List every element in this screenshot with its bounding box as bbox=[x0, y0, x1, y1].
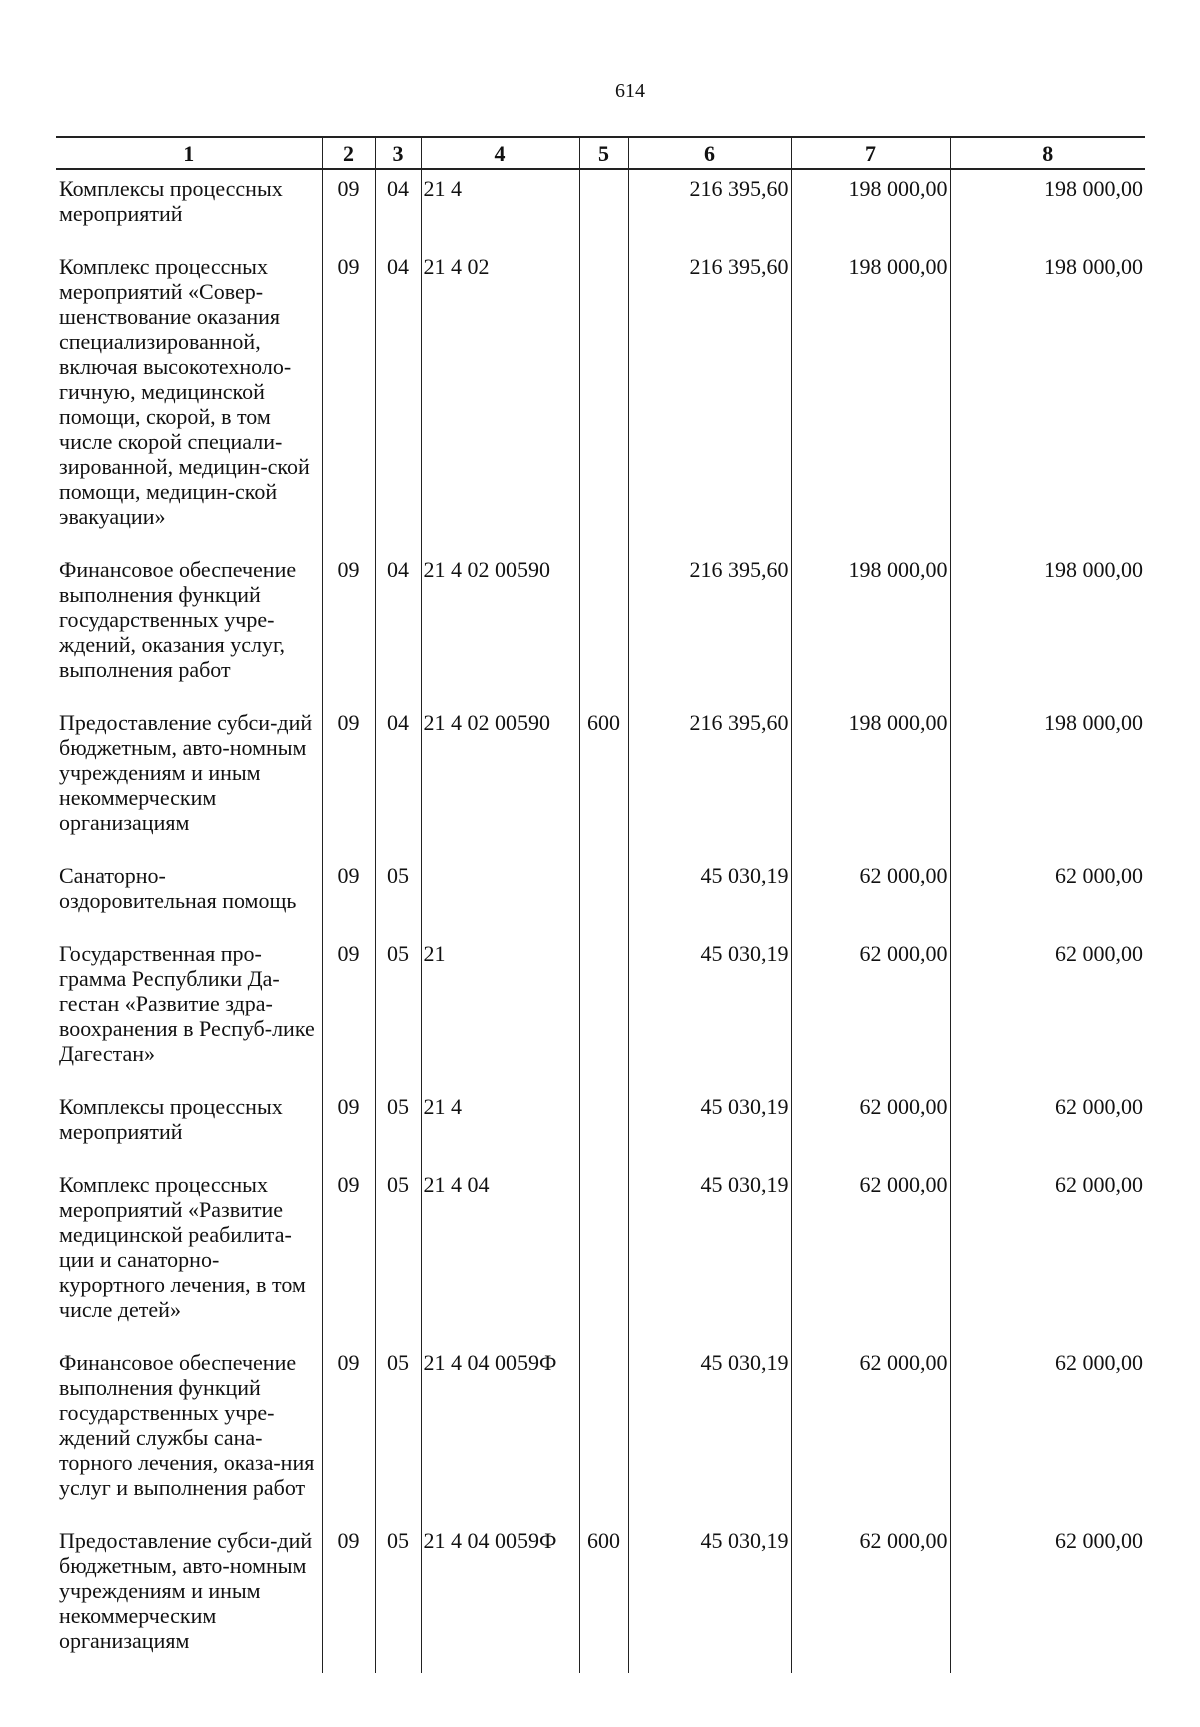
amount-col-7: 62 000,00 bbox=[791, 933, 950, 1086]
table-header bbox=[56, 137, 1145, 169]
header-col-8: 8 bbox=[950, 137, 1145, 169]
section-code: 09 bbox=[322, 246, 375, 549]
target-article-code: 21 4 02 bbox=[421, 246, 579, 549]
amount-col-6: 216 395,60 bbox=[628, 246, 791, 549]
amount-col-8: 198 000,00 bbox=[950, 246, 1145, 549]
row-name: Комплекс процессных мероприятий «Развитие медицинской реабилита-ции и санаторно-курортного лечения, в том числе детей» bbox=[56, 1164, 322, 1342]
amount-col-8: 198 000,00 bbox=[950, 549, 1145, 702]
amount-col-8: 62 000,00 bbox=[950, 933, 1145, 1086]
amount-col-6: 45 030,19 bbox=[628, 855, 791, 933]
expense-type-code bbox=[579, 1086, 628, 1164]
section-code: 09 bbox=[322, 933, 375, 1086]
section-code: 09 bbox=[322, 1520, 375, 1673]
target-article-code bbox=[421, 855, 579, 933]
amount-col-8: 198 000,00 bbox=[950, 702, 1145, 855]
table-row bbox=[56, 933, 1145, 1086]
table-row bbox=[56, 1520, 1145, 1673]
amount-col-7: 62 000,00 bbox=[791, 855, 950, 933]
target-article-code: 21 4 04 0059Ф bbox=[421, 1520, 579, 1673]
target-article-code: 21 4 02 00590 bbox=[421, 702, 579, 855]
target-article-code: 21 4 bbox=[421, 169, 579, 246]
expense-type-code bbox=[579, 855, 628, 933]
target-article-code: 21 4 02 00590 bbox=[421, 549, 579, 702]
amount-col-6: 216 395,60 bbox=[628, 549, 791, 702]
header-col-5: 5 bbox=[579, 137, 628, 169]
amount-col-7: 62 000,00 bbox=[791, 1342, 950, 1520]
row-name: Предоставление субси-дий бюджетным, авто-номным учреждениям и иным некоммерческим организациям bbox=[56, 702, 322, 855]
amount-col-6: 216 395,60 bbox=[628, 702, 791, 855]
amount-col-7: 62 000,00 bbox=[791, 1520, 950, 1673]
header-col-7: 7 bbox=[791, 137, 950, 169]
section-code: 09 bbox=[322, 1086, 375, 1164]
section-code: 09 bbox=[322, 169, 375, 246]
subsection-code: 04 bbox=[375, 169, 421, 246]
subsection-code: 04 bbox=[375, 549, 421, 702]
section-code: 09 bbox=[322, 1342, 375, 1520]
row-name: Государственная про-грамма Республики Да-гестан «Развитие здра-воохранения в Респуб-лике Дагестан» bbox=[56, 933, 322, 1086]
section-code: 09 bbox=[322, 702, 375, 855]
amount-col-6: 216 395,60 bbox=[628, 169, 791, 246]
row-name: Комплексы процессных мероприятий bbox=[56, 169, 322, 246]
header-col-6: 6 bbox=[628, 137, 791, 169]
section-code: 09 bbox=[322, 855, 375, 933]
table-row bbox=[56, 549, 1145, 702]
target-article-code: 21 4 04 bbox=[421, 1164, 579, 1342]
header-row bbox=[56, 137, 1145, 169]
amount-col-6: 45 030,19 bbox=[628, 1164, 791, 1342]
header-col-4: 4 bbox=[421, 137, 579, 169]
table-row bbox=[56, 702, 1145, 855]
expense-type-code: 600 bbox=[579, 1520, 628, 1673]
table-body bbox=[56, 169, 1145, 1673]
subsection-code: 05 bbox=[375, 1520, 421, 1673]
table-row bbox=[56, 1342, 1145, 1520]
table-row bbox=[56, 169, 1145, 246]
row-name: Финансовое обеспечение выполнения функций государственных учре-ждений службы сана-торного лечения, оказа-ния услуг и выполнения работ bbox=[56, 1342, 322, 1520]
amount-col-8: 62 000,00 bbox=[950, 855, 1145, 933]
target-article-code: 21 4 04 0059Ф bbox=[421, 1342, 579, 1520]
page-number: 614 bbox=[615, 80, 645, 102]
subsection-code: 04 bbox=[375, 702, 421, 855]
amount-col-6: 45 030,19 bbox=[628, 1342, 791, 1520]
expense-type-code bbox=[579, 549, 628, 702]
subsection-code: 05 bbox=[375, 933, 421, 1086]
amount-col-8: 62 000,00 bbox=[950, 1086, 1145, 1164]
subsection-code: 05 bbox=[375, 1342, 421, 1520]
subsection-code: 04 bbox=[375, 246, 421, 549]
amount-col-8: 62 000,00 bbox=[950, 1520, 1145, 1673]
target-article-code: 21 bbox=[421, 933, 579, 1086]
amount-col-6: 45 030,19 bbox=[628, 1086, 791, 1164]
table-row bbox=[56, 1086, 1145, 1164]
target-article-code: 21 4 bbox=[421, 1086, 579, 1164]
expense-type-code bbox=[579, 246, 628, 549]
amount-col-8: 62 000,00 bbox=[950, 1342, 1145, 1520]
amount-col-7: 198 000,00 bbox=[791, 702, 950, 855]
subsection-code: 05 bbox=[375, 855, 421, 933]
amount-col-7: 62 000,00 bbox=[791, 1086, 950, 1164]
section-code: 09 bbox=[322, 549, 375, 702]
budget-table bbox=[56, 136, 1145, 1673]
table-row bbox=[56, 855, 1145, 933]
amount-col-7: 198 000,00 bbox=[791, 169, 950, 246]
row-name: Комплекс процессных мероприятий «Совер-шенствование оказания специализированной, включая высокотехноло-гичную, медицинской помощи, скорой, в том числе скорой специали-зированной, медицин-ской помощи, медицин-ской эвакуации» bbox=[56, 246, 322, 549]
subsection-code: 05 bbox=[375, 1086, 421, 1164]
amount-col-7: 198 000,00 bbox=[791, 246, 950, 549]
amount-col-8: 62 000,00 bbox=[950, 1164, 1145, 1342]
row-name: Предоставление субси-дий бюджетным, авто-номным учреждениям и иным некоммерческим организациям bbox=[56, 1520, 322, 1673]
amount-col-7: 62 000,00 bbox=[791, 1164, 950, 1342]
header-col-1: 1 bbox=[56, 137, 322, 169]
table-row bbox=[56, 246, 1145, 549]
row-name: Финансовое обеспечение выполнения функций государственных учре-ждений, оказания услуг, выполнения работ bbox=[56, 549, 322, 702]
table-row bbox=[56, 1164, 1145, 1342]
amount-col-8: 198 000,00 bbox=[950, 169, 1145, 246]
expense-type-code bbox=[579, 1164, 628, 1342]
expense-type-code bbox=[579, 169, 628, 246]
section-code: 09 bbox=[322, 1164, 375, 1342]
expense-type-code: 600 bbox=[579, 702, 628, 855]
amount-col-7: 198 000,00 bbox=[791, 549, 950, 702]
subsection-code: 05 bbox=[375, 1164, 421, 1342]
header-col-3: 3 bbox=[375, 137, 421, 169]
amount-col-6: 45 030,19 bbox=[628, 1520, 791, 1673]
header-col-2: 2 bbox=[322, 137, 375, 169]
amount-col-6: 45 030,19 bbox=[628, 933, 791, 1086]
row-name: Санаторно-оздоровительная помощь bbox=[56, 855, 322, 933]
expense-type-code bbox=[579, 933, 628, 1086]
expense-type-code bbox=[579, 1342, 628, 1520]
row-name: Комплексы процессных мероприятий bbox=[56, 1086, 322, 1164]
